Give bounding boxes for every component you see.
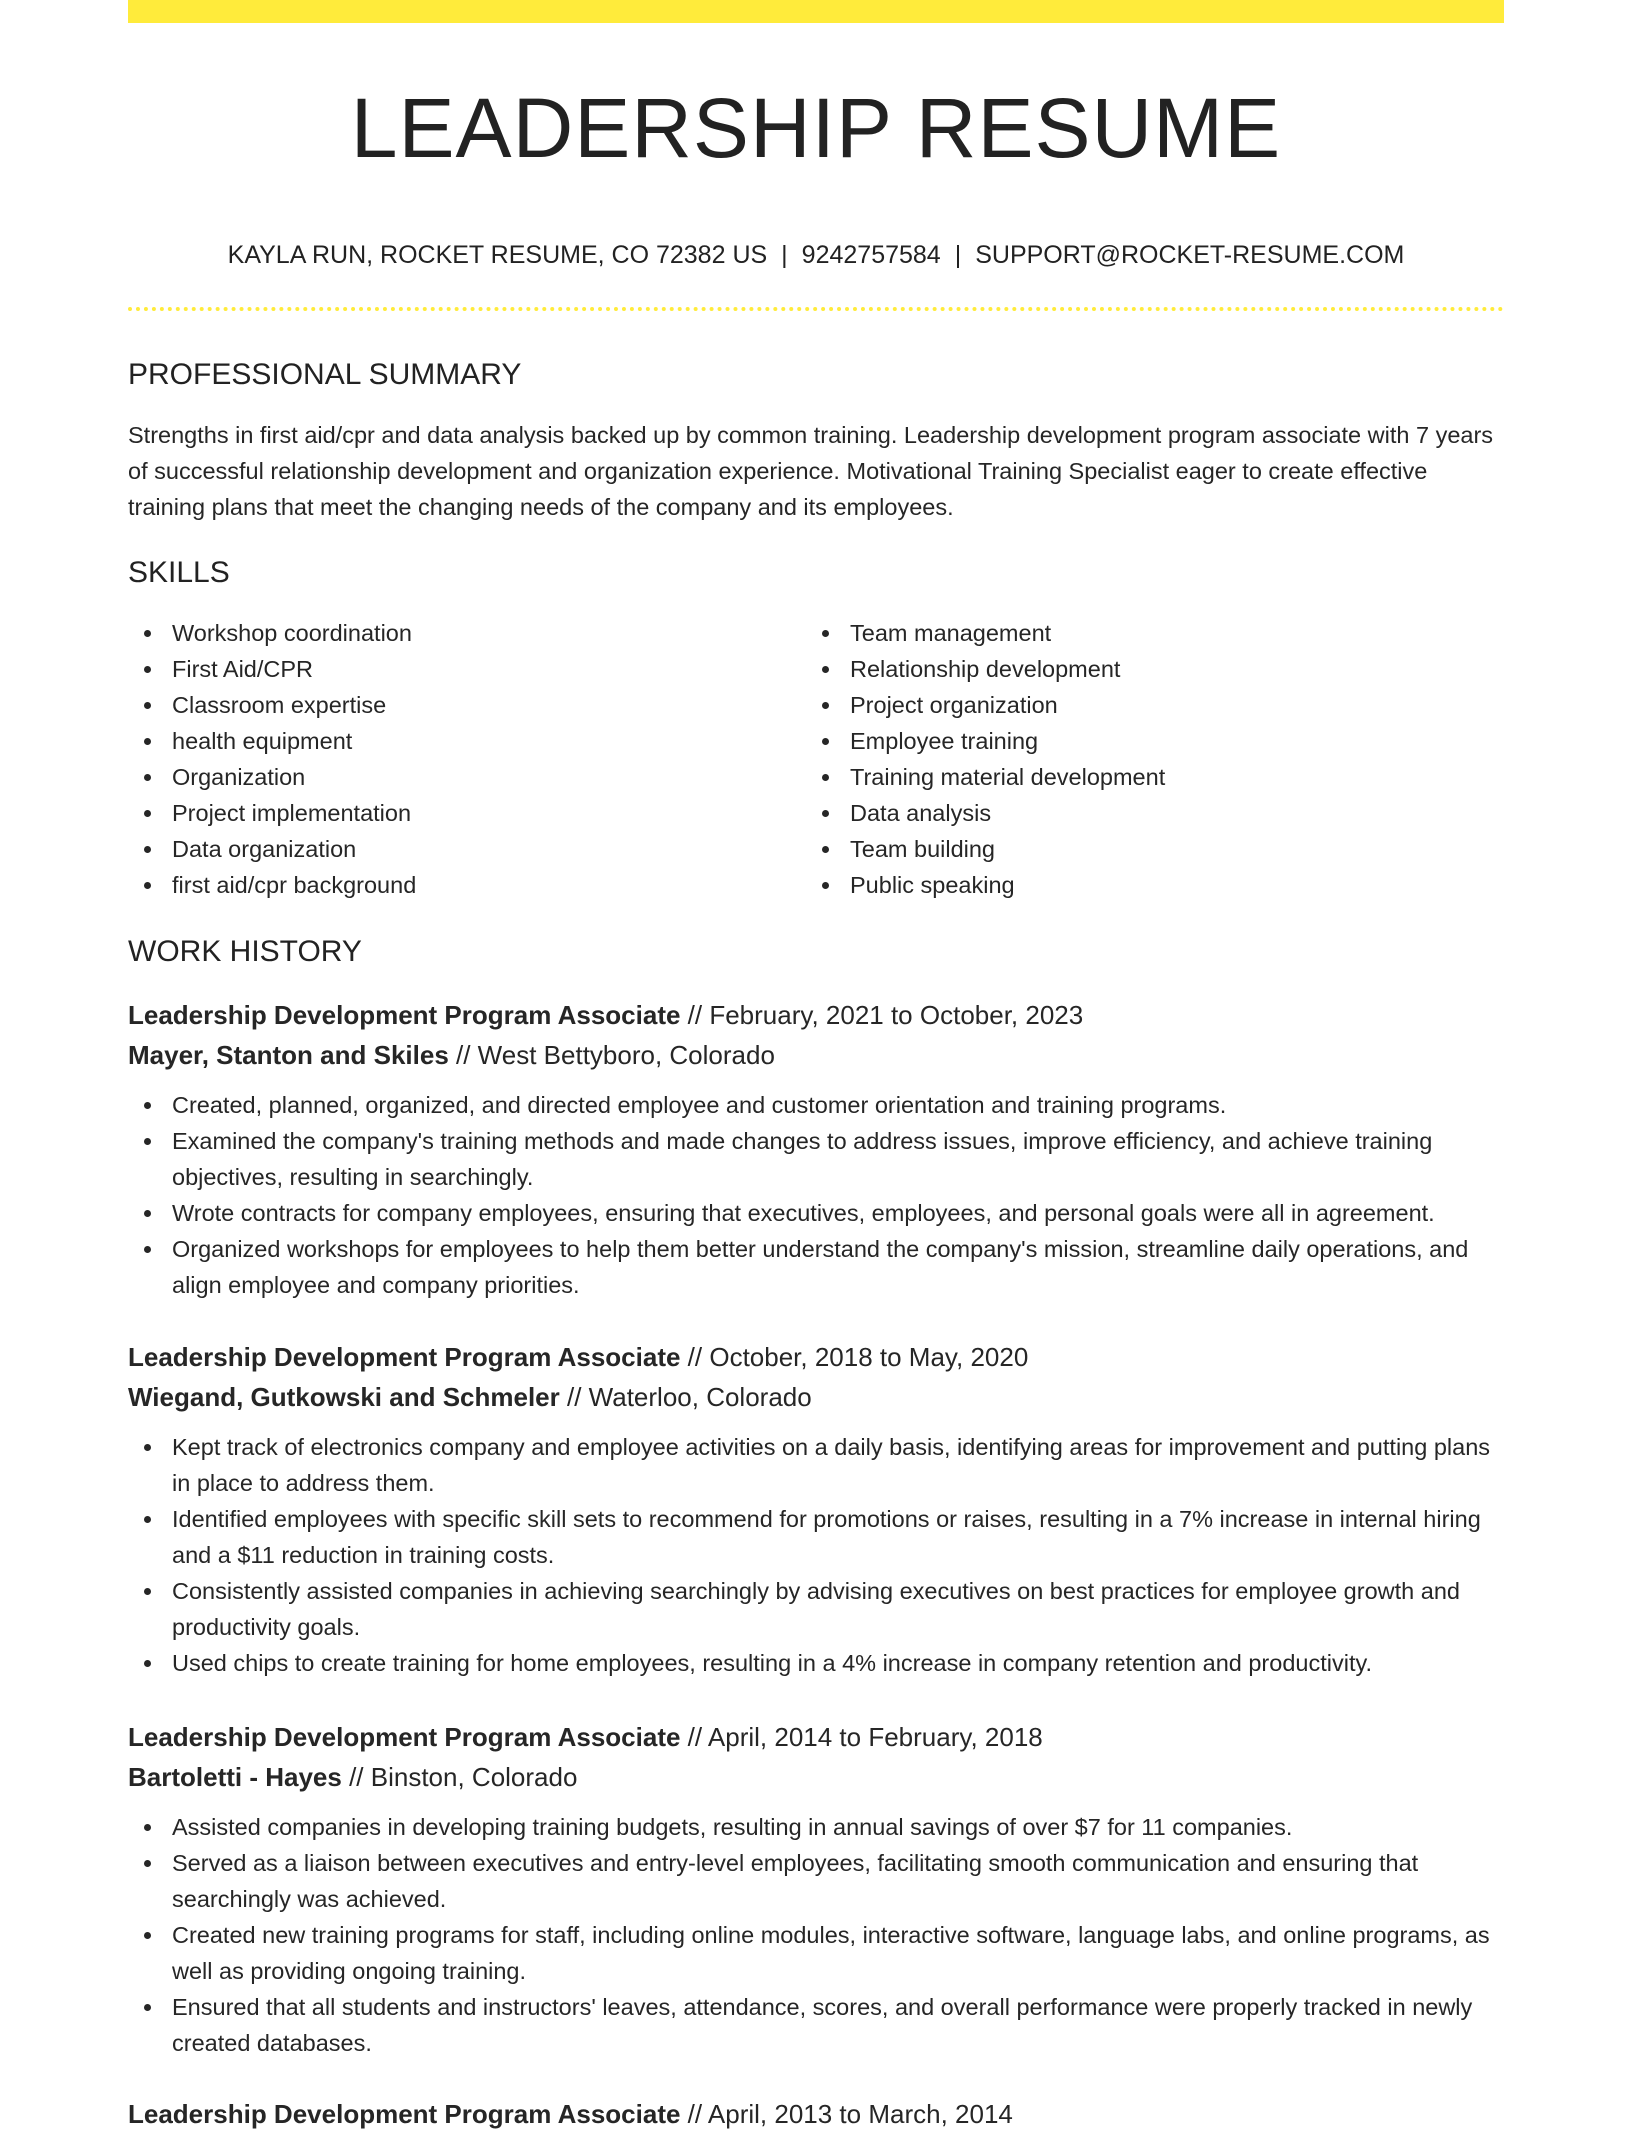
job-company-line	[128, 1035, 1504, 1075]
skill-item: Relationship development	[806, 651, 1486, 687]
job-bullet: Examined the company's training methods and made changes to address issues, improve efficiency, and achieve training objectives, resulting in searchingly.	[128, 1123, 1504, 1195]
job-bullet: Used chips to create training for home employees, resulting in a 4% increase in company retention and productivity.	[128, 1645, 1504, 1681]
contact-email[interactable]: SUPPORT@ROCKET-RESUME.COM	[975, 241, 1405, 269]
job-company: Bartoletti - Hayes	[128, 1762, 342, 1792]
summary-text: Strengths in first aid/cpr and data analysis backed up by common training. Leadership development program associate with 7 years of successful relationship development and organization experience. Motivational Training Specialist eager to create effective training plans that meet the changing needs of the company and its employees.	[128, 422, 1494, 520]
dotted-divider	[128, 307, 1504, 311]
skill-item: Public speaking	[806, 867, 1486, 903]
skill-item: Training material development	[806, 759, 1486, 795]
skills-list-left	[128, 615, 808, 903]
job-title-line	[128, 1337, 1504, 1377]
job-bullet: Identified employees with specific skill sets to recommend for promotions or raises, resulting in a 7% increase in internal hiring and a $11 reduction in training costs.	[128, 1501, 1504, 1573]
job-dates: // April, 2014 to February, 2018	[687, 1722, 1043, 1752]
summary-heading: PROFESSIONAL SUMMARY	[128, 358, 522, 391]
resume-title: LEADERSHIP RESUME	[350, 81, 1282, 175]
skills-list-right	[806, 615, 1486, 903]
skill-item: Data analysis	[806, 795, 1486, 831]
job-title: Leadership Development Program Associate	[128, 2099, 681, 2129]
job-bullets	[128, 1809, 1504, 2061]
job-title-line	[128, 2094, 1504, 2134]
work-history-heading: WORK HISTORY	[128, 935, 362, 968]
job-company: Wiegand, Gutkowski and Schmeler	[128, 1382, 560, 1412]
skill-item: Project implementation	[128, 795, 808, 831]
contact-address: KAYLA RUN, ROCKET RESUME, CO 72382 US	[227, 241, 768, 269]
job-company-line	[128, 1757, 1504, 1797]
job-title-line	[128, 995, 1504, 1035]
job-bullet: Served as a liaison between executives and entry-level employees, facilitating smooth communication and ensuring that searchingly was achieved.	[128, 1845, 1504, 1917]
job-location: // Waterloo, Colorado	[567, 1382, 812, 1412]
job-location: // Binston, Colorado	[349, 1762, 578, 1792]
contact-separator: |	[954, 241, 962, 269]
skill-item: Organization	[128, 759, 808, 795]
job-dates: // April, 2013 to March, 2014	[687, 2099, 1013, 2129]
job-company: Mayer, Stanton and Skiles	[128, 1040, 449, 1070]
job-bullet: Created new training programs for staff, including online modules, interactive software, language labs, and online programs, as well as providing ongoing training.	[128, 1917, 1504, 1989]
skill-item: First Aid/CPR	[128, 651, 808, 687]
job-bullet: Ensured that all students and instructors' leaves, attendance, scores, and overall performance were properly tracked in newly created databases.	[128, 1989, 1504, 2061]
job-title: Leadership Development Program Associate	[128, 1342, 681, 1372]
job-dates: // October, 2018 to May, 2020	[687, 1342, 1029, 1372]
top-accent-bar	[128, 0, 1504, 23]
skill-item: Workshop coordination	[128, 615, 808, 651]
job-company-line	[128, 1377, 1504, 1417]
job-entry	[128, 995, 1504, 1303]
skill-item: Data organization	[128, 831, 808, 867]
job-bullets	[128, 1087, 1504, 1303]
skill-item: Team building	[806, 831, 1486, 867]
job-dates: // February, 2021 to October, 2023	[687, 1000, 1084, 1030]
skill-item: Employee training	[806, 723, 1486, 759]
job-bullet: Kept track of electronics company and employee activities on a daily basis, identifying areas for improvement and putting plans in place to address them.	[128, 1429, 1504, 1501]
job-entry	[128, 1337, 1504, 1681]
contact-line	[128, 238, 1504, 272]
job-entry	[128, 1717, 1504, 2061]
job-title: Leadership Development Program Associate	[128, 1722, 681, 1752]
job-location: // West Bettyboro, Colorado	[456, 1040, 775, 1070]
skills-heading: SKILLS	[128, 556, 230, 589]
job-title-line	[128, 1717, 1504, 1757]
skill-item: Team management	[806, 615, 1486, 651]
contact-separator: |	[781, 241, 788, 269]
job-bullets	[128, 1429, 1504, 1681]
skill-item: first aid/cpr background	[128, 867, 808, 903]
job-bullet: Wrote contracts for company employees, ensuring that executives, employees, and personal goals were all in agreement.	[128, 1195, 1504, 1231]
skill-item: Classroom expertise	[128, 687, 808, 723]
job-bullet: Organized workshops for employees to help them better understand the company's mission, streamline daily operations, and align employee and company priorities.	[128, 1231, 1504, 1303]
job-title: Leadership Development Program Associate	[128, 1000, 681, 1030]
job-bullet: Created, planned, organized, and directed employee and customer orientation and training programs.	[128, 1087, 1504, 1123]
job-bullet: Assisted companies in developing training budgets, resulting in annual savings of over $7 for 11 companies.	[128, 1809, 1504, 1845]
job-bullet: Consistently assisted companies in achieving searchingly by advising executives on best practices for employee growth and productivity goals.	[128, 1573, 1504, 1645]
skill-item: Project organization	[806, 687, 1486, 723]
job-entry-partial	[128, 2094, 1504, 2134]
contact-phone: 9242757584	[801, 241, 941, 269]
skill-item: health equipment	[128, 723, 808, 759]
